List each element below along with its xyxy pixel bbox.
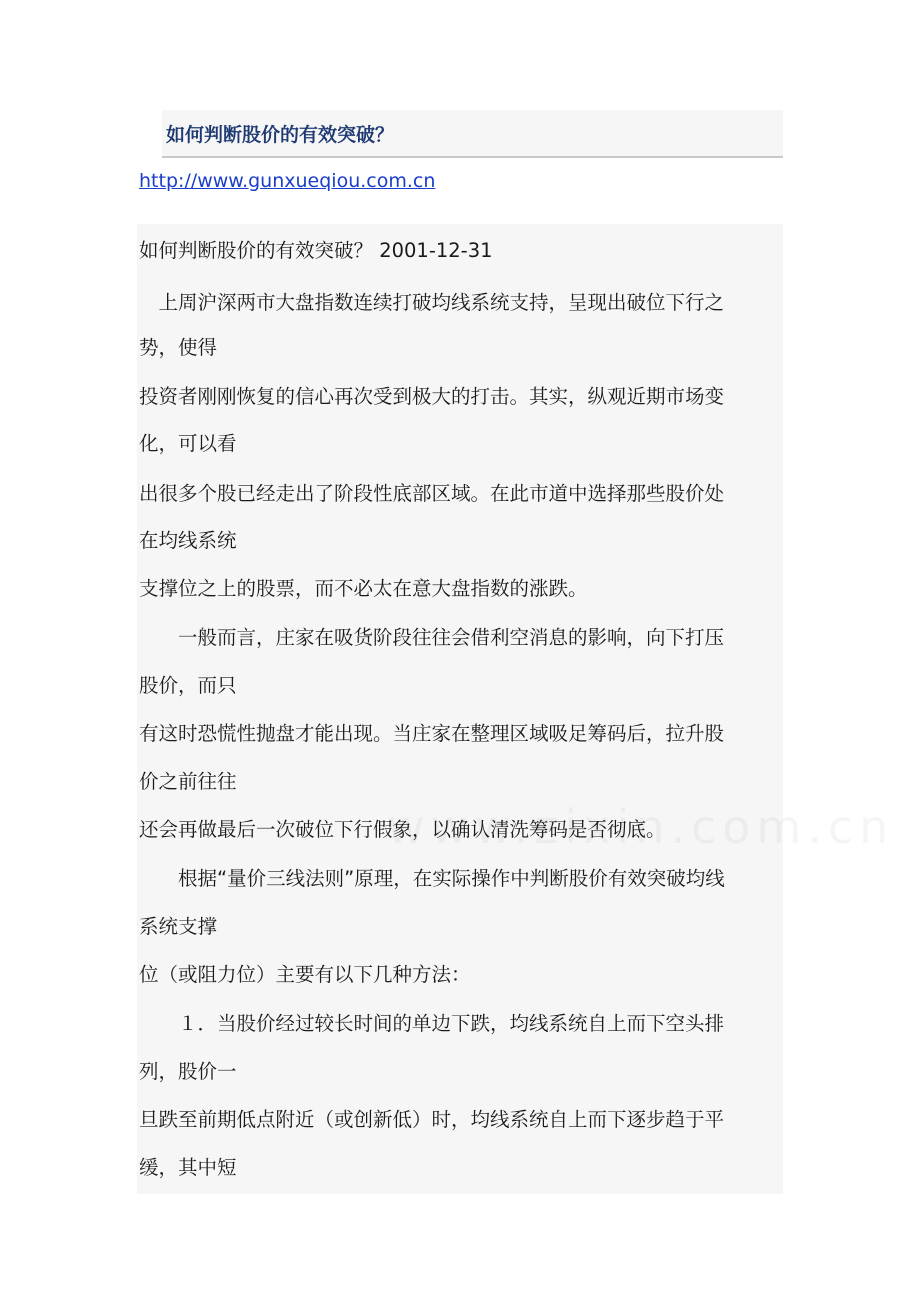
article-line: 根据“量价三线法则”原理，在实际操作中判断股价有效突破均线 <box>139 867 725 890</box>
article-line: 如何判断股价的有效突破？ 2001-12-31 <box>139 239 493 262</box>
article-line: 缓，其中短 <box>139 1156 237 1179</box>
article-line: 有这时恐慌性抛盘才能出现。当庄家在整理区域吸足筹码后，拉升股 <box>139 722 725 745</box>
article-line: 支撑位之上的股票，而不必太在意大盘指数的涨跌。 <box>139 577 588 600</box>
article-line: 出很多个股已经走出了阶段性底部区域。在此市道中选择那些股价处 <box>139 482 725 505</box>
article-line: 系统支撑 <box>139 915 218 938</box>
article-line: 势，使得 <box>139 336 218 359</box>
article-line: 化，可以看 <box>139 432 237 455</box>
article-line: 旦跌至前期低点附近（或创新低）时，均线系统自上而下逐步趋于平 <box>139 1108 725 1131</box>
article-line: 投资者刚刚恢复的信心再次受到极大的打击。其实，纵观近期市场变 <box>139 385 725 408</box>
article-line: 股价，而只 <box>139 674 237 697</box>
article-line: 在均线系统 <box>139 529 237 552</box>
article-line: 上周沪深两市大盘指数连续打破均线系统支持，呈现出破位下行之 <box>139 291 725 314</box>
source-link[interactable]: http://www.gunxueqiou.com.cn <box>139 170 436 192</box>
article-line: 列，股价一 <box>139 1060 237 1083</box>
article-line: 位（或阻力位）主要有以下几种方法： <box>139 963 471 986</box>
article-line: 一般而言，庄家在吸货阶段往往会借利空消息的影响，向下打压 <box>139 626 725 649</box>
article-line: 还会再做最后一次破位下行假象，以确认清洗筹码是否彻底。 <box>139 818 666 841</box>
title-bar <box>162 110 783 158</box>
article-line: １．当股价经过较长时间的单边下跌，均线系统自上而下空头排 <box>139 1012 725 1035</box>
page-title: 如何判断股价的有效突破？ <box>166 124 395 146</box>
article-body <box>137 224 783 1194</box>
article-line: 价之前往往 <box>139 770 237 793</box>
